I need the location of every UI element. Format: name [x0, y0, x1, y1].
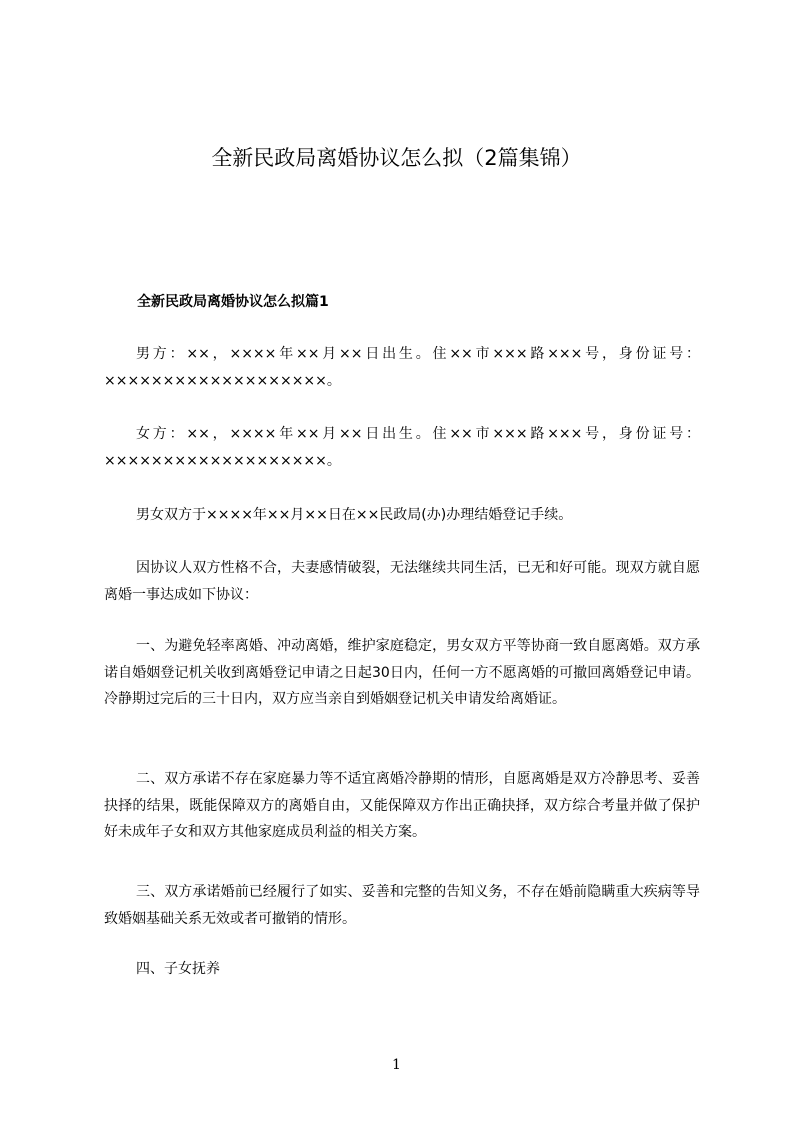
paragraph-clause-1: 一、为避免轻率离婚、冲动离婚，维护家庭稳定，男女双方平等协商一致自愿离婚。双方承诺自婚姻登记机关收到离婚登记申请之日起30日内，任何一方不愿离婚的可撤回离婚登记申请。冷静期过完后的三十日内，双方应当亲自到婚姻登记机关申请发给离婚证。 — [104, 638, 700, 707]
paragraph-female-party: 女方：××，××××年××月××日出生。住××市×××路×××号，身份证号：×××××××××××××××××××。 — [104, 426, 700, 469]
paragraph-clause-2: 二、双方承诺不存在家庭暴力等不适宜离婚冷静期的情形，自愿离婚是双方冷静思考、妥善抉择的结果，既能保障双方的离婚自由，又能保障双方作出正确抉择，双方综合考量并做了保护好未成年子女和双方其他家庭成员利益的相关方案。 — [104, 771, 700, 840]
paragraph-clause-3: 三、双方承诺婚前已经履行了如实、妥善和完整的告知义务，不存在婚前隐瞒重大疾病等导致婚姻基础关系无效或者可撤销的情形。 — [104, 884, 700, 927]
paragraph-clause-4-heading: 四、子女抚养 — [136, 961, 220, 977]
page-number: 1 — [392, 1057, 401, 1073]
paragraph-divorce-reason: 因协议人双方性格不合，夫妻感情破裂，无法继续共同生活，已无和好可能。现双方就自愿离婚一事达成如下协议： — [104, 560, 700, 603]
paragraph-male-party: 男方：××，××××年××月××日出生。住××市×××路×××号，身份证号：×××××××××××××××××××。 — [104, 346, 700, 389]
document-title: 全新民政局离婚协议怎么拟（2篇集锦） — [211, 146, 582, 170]
paragraph-marriage-registration: 男女双方于××××年××月××日在××民政局(办)办理结婚登记手续。 — [136, 507, 573, 523]
section-heading: 全新民政局离婚协议怎么拟篇1 — [137, 294, 329, 310]
